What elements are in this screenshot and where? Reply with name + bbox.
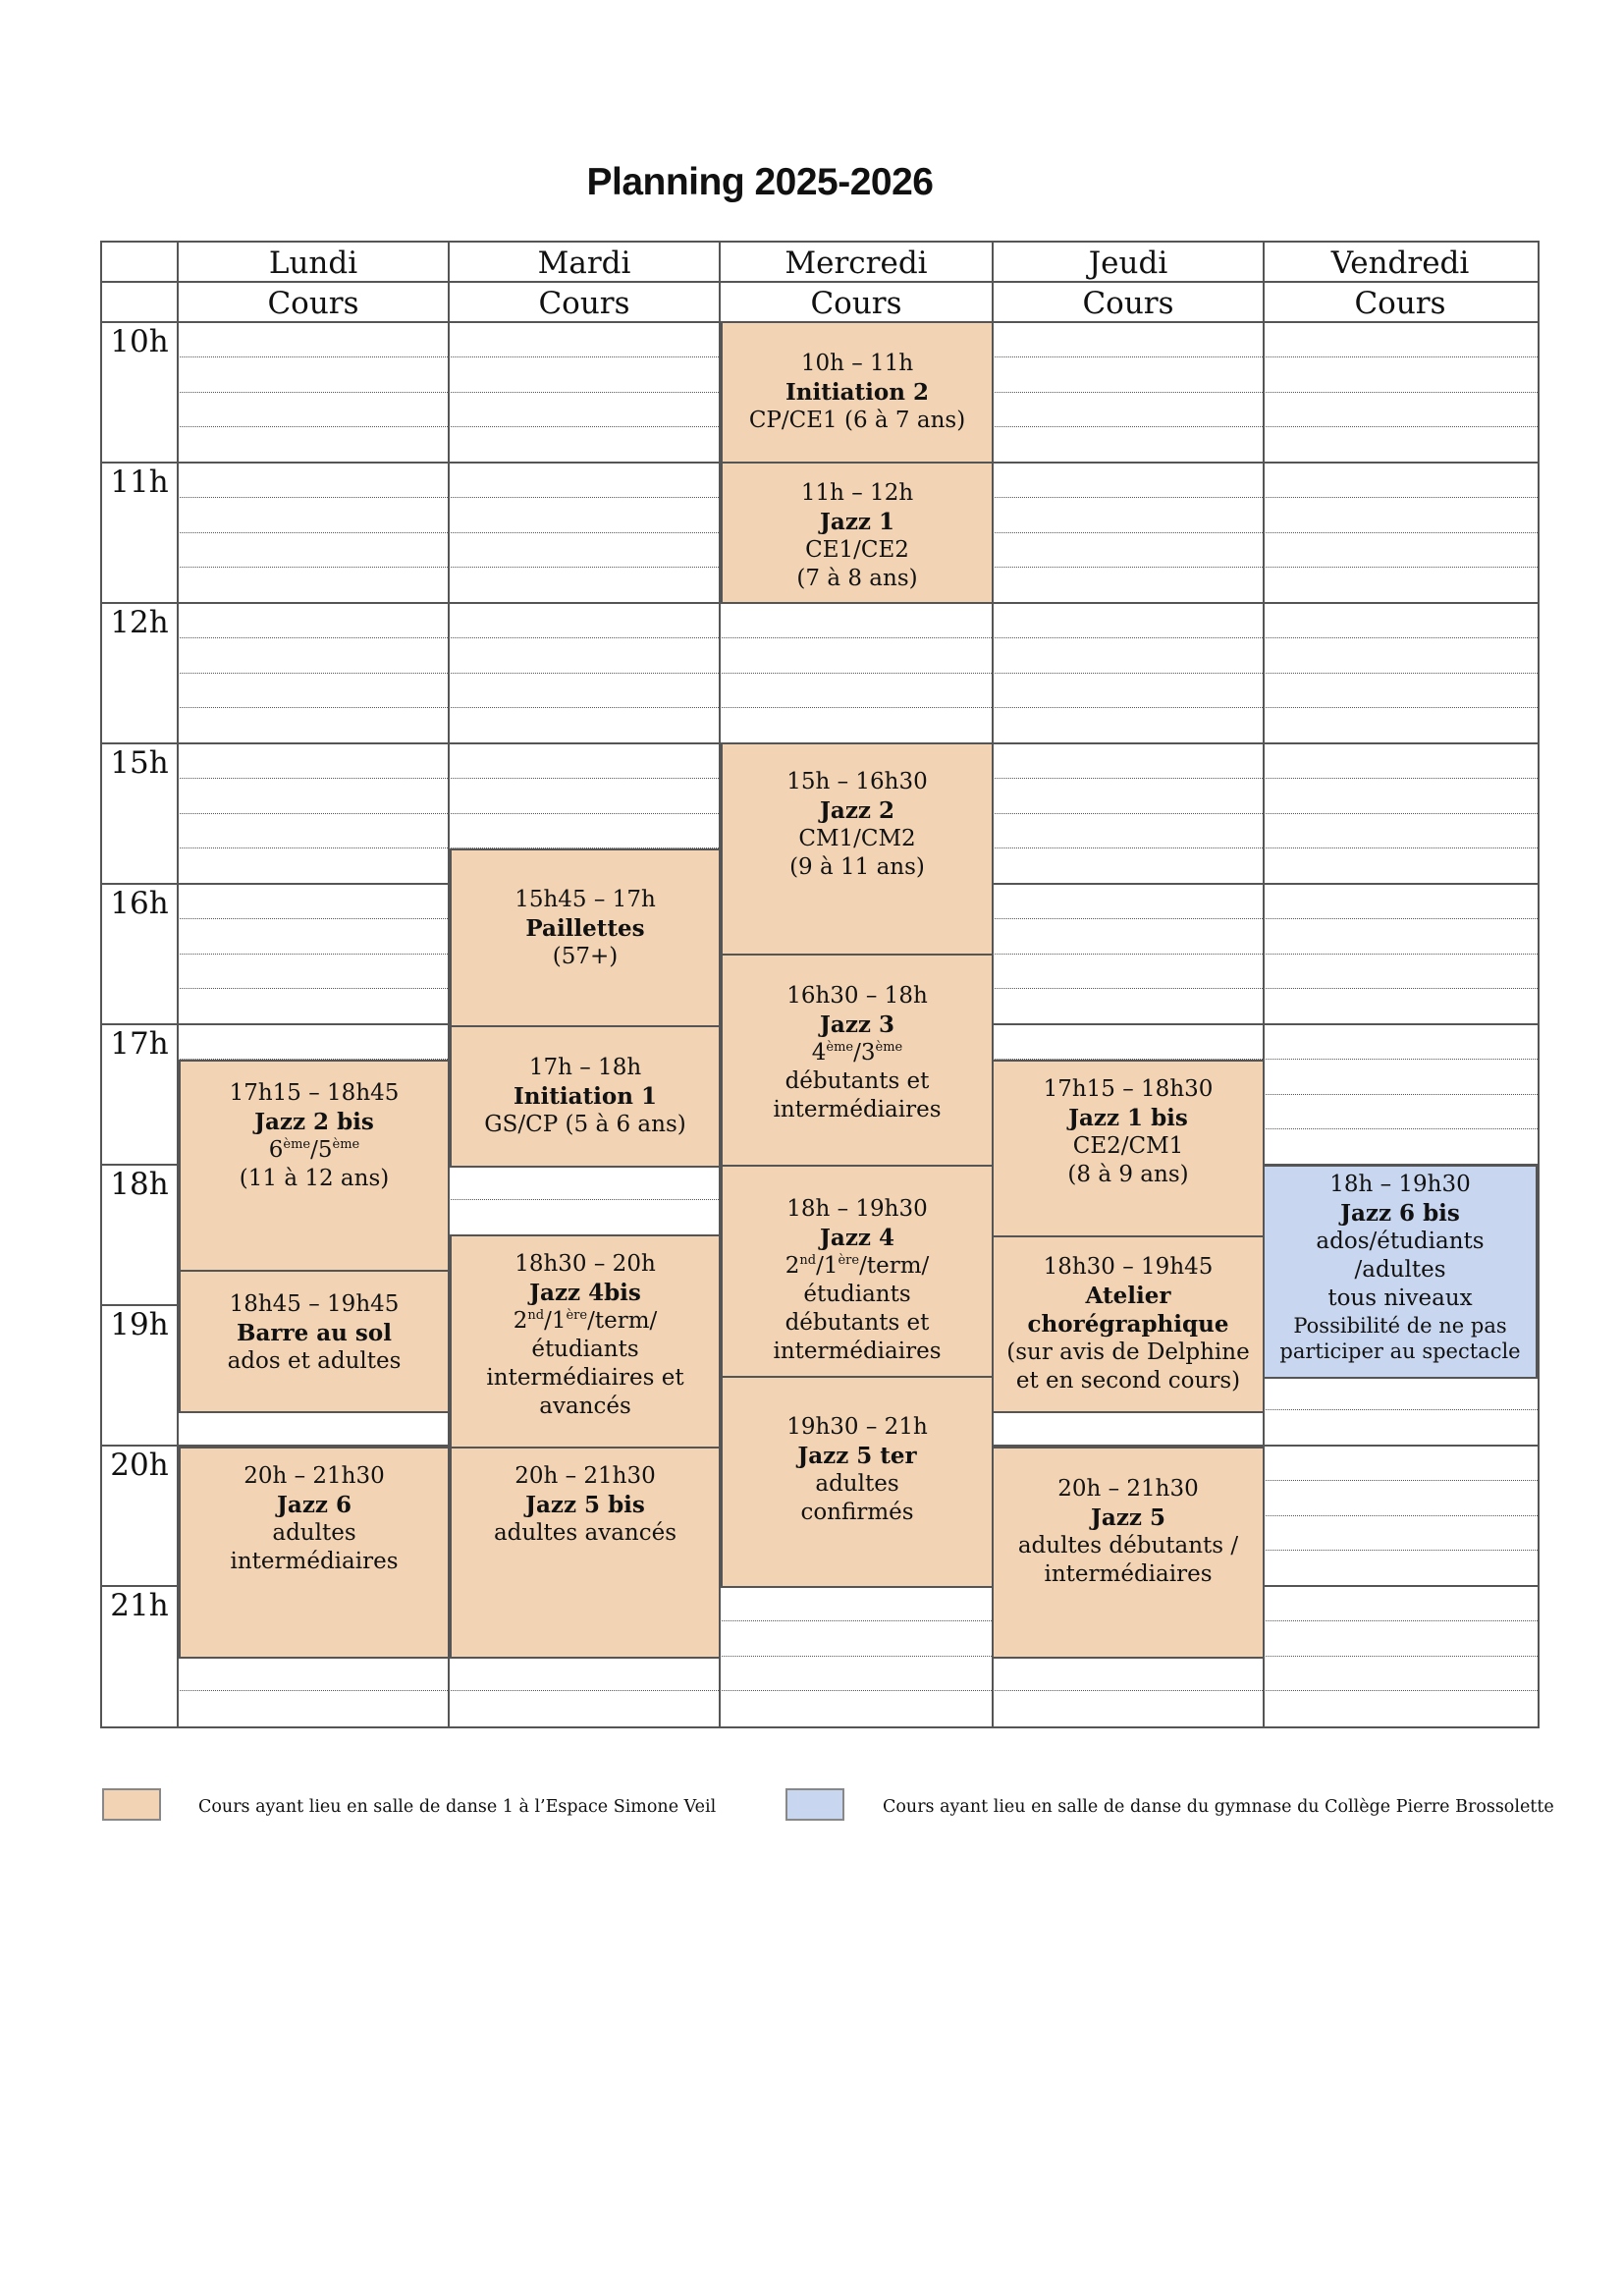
class-name: Jazz 1 [820,509,894,535]
class-block-jazz-2 [721,742,994,956]
class-detail: participer au spectacle [1279,1339,1521,1363]
legend-swatch-salle-1 [102,1788,161,1821]
class-detail: adultes débutants / [1017,1533,1239,1558]
class-time: 18h30 – 20h [514,1251,656,1277]
day-header-vendredi: Vendredi [1330,246,1470,281]
class-detail: (57+) [552,944,619,969]
class-name: Initiation 2 [785,379,929,406]
class-detail: ados/étudiants [1316,1229,1485,1254]
class-detail: adultes avancés [493,1520,677,1546]
class-block-jazz-1-bis [992,1060,1265,1237]
class-time: 20h – 21h30 [1057,1476,1199,1502]
subheader-mardi: Cours [538,286,630,321]
class-time: 17h15 – 18h30 [1043,1076,1214,1102]
class-block-barre-au-sol [179,1270,450,1413]
class-detail: intermédiaires [1044,1561,1213,1587]
grid-line [100,1726,1540,1728]
class-detail: (11 à 12 ans) [239,1166,390,1191]
class-detail: confirmés [800,1500,914,1525]
legend-label-salle-1: Cours ayant lieu en salle de danse 1 à l’Espace Simone Veil [198,1797,717,1817]
class-block-jazz-6-bis [1263,1165,1538,1379]
class-name: Jazz 5 [1091,1504,1165,1531]
subheader-mercredi: Cours [810,286,902,321]
class-detail: (9 à 11 ans) [789,854,925,880]
class-time: 17h15 – 18h45 [229,1080,400,1106]
class-time: 18h – 19h30 [786,1196,928,1222]
class-level: 2nd/1ère/term/ [513,1308,658,1334]
class-detail: CM1/CM2 [798,826,916,851]
class-detail: adultes [815,1471,899,1497]
class-detail: intermédiaires et [486,1365,684,1391]
class-name: Jazz 3 [820,1011,894,1038]
class-detail: adultes [272,1520,356,1546]
class-time: 15h45 – 17h [514,887,656,912]
class-detail: débutants et [784,1068,930,1094]
class-block-jazz-2-bis [179,1060,450,1272]
class-time: 18h45 – 19h45 [229,1291,400,1317]
class-time: 18h30 – 19h45 [1043,1254,1214,1280]
class-name: Paillettes [525,915,645,942]
class-name: Barre au sol [237,1320,392,1346]
class-block-jazz-5-bis [450,1447,721,1659]
class-detail: tous niveaux [1327,1285,1473,1311]
page-title: Planning 2025-2026 [586,161,934,203]
class-name: Jazz 4bis [529,1280,641,1306]
class-name: Jazz 2 bis [254,1109,374,1135]
class-name: Jazz 4 [820,1225,894,1251]
hour-label-17h: 17h [110,1026,169,1062]
class-detail: intermédiaires [230,1549,399,1574]
class-name: Jazz 2 [820,797,894,824]
grid-dotted-line [177,637,1538,638]
class-detail: étudiants [803,1282,911,1307]
class-time: 11h – 12h [800,480,914,506]
class-name: Jazz 5 bis [525,1492,645,1518]
legend-swatch-gymnase [785,1788,844,1821]
class-detail: avancés [539,1394,631,1419]
class-name: Jazz 6 [277,1492,352,1518]
class-block-atelier-choregraphique [992,1235,1265,1413]
class-detail: (sur avis de Delphine [1006,1339,1250,1365]
hour-label-10h: 10h [110,324,169,359]
class-detail: CE1/CE2 [805,537,909,563]
class-detail: et en second cours) [1015,1368,1241,1394]
class-block-jazz-5 [992,1447,1265,1659]
class-time: 18h – 19h30 [1329,1172,1471,1197]
class-time: 20h – 21h30 [514,1463,656,1489]
class-detail: CE2/CM1 [1072,1133,1184,1159]
class-time: 17h – 18h [528,1055,642,1080]
subheader-lundi: Cours [267,286,359,321]
class-time: 15h – 16h30 [786,769,928,794]
subheader-vendredi: Cours [1354,286,1446,321]
class-detail: intermédiaires [773,1339,942,1364]
class-detail: CP/CE1 (6 à 7 ans) [748,408,966,433]
day-header-lundi: Lundi [268,246,358,281]
class-block-paillettes [450,848,721,1027]
class-detail: Possibilité de ne pas [1293,1314,1507,1338]
class-level: 4ème/3ème [811,1040,903,1066]
class-name: Jazz 5 ter [797,1443,917,1469]
class-detail: GS/CP (5 à 6 ans) [484,1112,686,1137]
class-block-initiation-1 [450,1025,721,1168]
class-time: 19h30 – 21h [786,1414,928,1440]
class-name: Atelier [1085,1283,1171,1309]
class-detail: (8 à 9 ans) [1067,1162,1189,1187]
class-name: Jazz 6 bis [1340,1200,1460,1227]
legend-label-gymnase: Cours ayant lieu en salle de danse du gymnase du Collège Pierre Brossolette [883,1797,1554,1817]
day-header-mercredi: Mercredi [784,246,928,281]
class-name-line2: chorégraphique [1027,1311,1229,1338]
class-block-jazz-4bis [450,1234,721,1449]
class-block-jazz-4 [721,1165,994,1378]
class-block-jazz-1 [721,462,994,604]
class-time: 10h – 11h [800,351,914,376]
hour-label-16h: 16h [110,886,169,921]
day-header-mardi: Mardi [537,246,631,281]
hour-label-20h: 20h [110,1448,169,1483]
class-detail: intermédiaires [773,1097,942,1122]
grid-dotted-line [177,673,1538,674]
class-detail: ados et adultes [227,1348,402,1374]
hour-label-11h: 11h [110,465,169,500]
hour-label-12h: 12h [110,605,169,640]
class-time: 20h – 21h30 [243,1463,385,1489]
class-detail: étudiants [531,1337,639,1362]
grid-column-line [1538,241,1540,1726]
subheader-jeudi: Cours [1082,286,1174,321]
class-detail: débutants et [784,1310,930,1336]
class-detail: /adultes [1354,1257,1446,1283]
grid-dotted-line [177,707,1538,708]
class-name: Initiation 1 [514,1083,657,1110]
class-block-jazz-3 [721,954,994,1167]
class-block-jazz-5-ter [721,1376,994,1588]
class-block-jazz-6 [179,1447,450,1659]
hour-label-18h: 18h [110,1167,169,1202]
grid-line [100,241,1538,243]
hour-label-19h: 19h [110,1307,169,1342]
grid-dotted-line [177,1690,1538,1691]
class-time: 16h30 – 18h [786,983,928,1009]
class-level: 2nd/1ère/term/ [784,1253,930,1279]
hour-label-15h: 15h [110,745,169,781]
class-detail: (7 à 8 ans) [796,566,918,591]
class-block-initiation-2 [721,321,994,464]
day-header-jeudi: Jeudi [1088,246,1168,281]
hour-label-21h: 21h [110,1588,169,1623]
class-level: 6ème/5ème [268,1137,360,1163]
class-name: Jazz 1 bis [1068,1105,1188,1131]
